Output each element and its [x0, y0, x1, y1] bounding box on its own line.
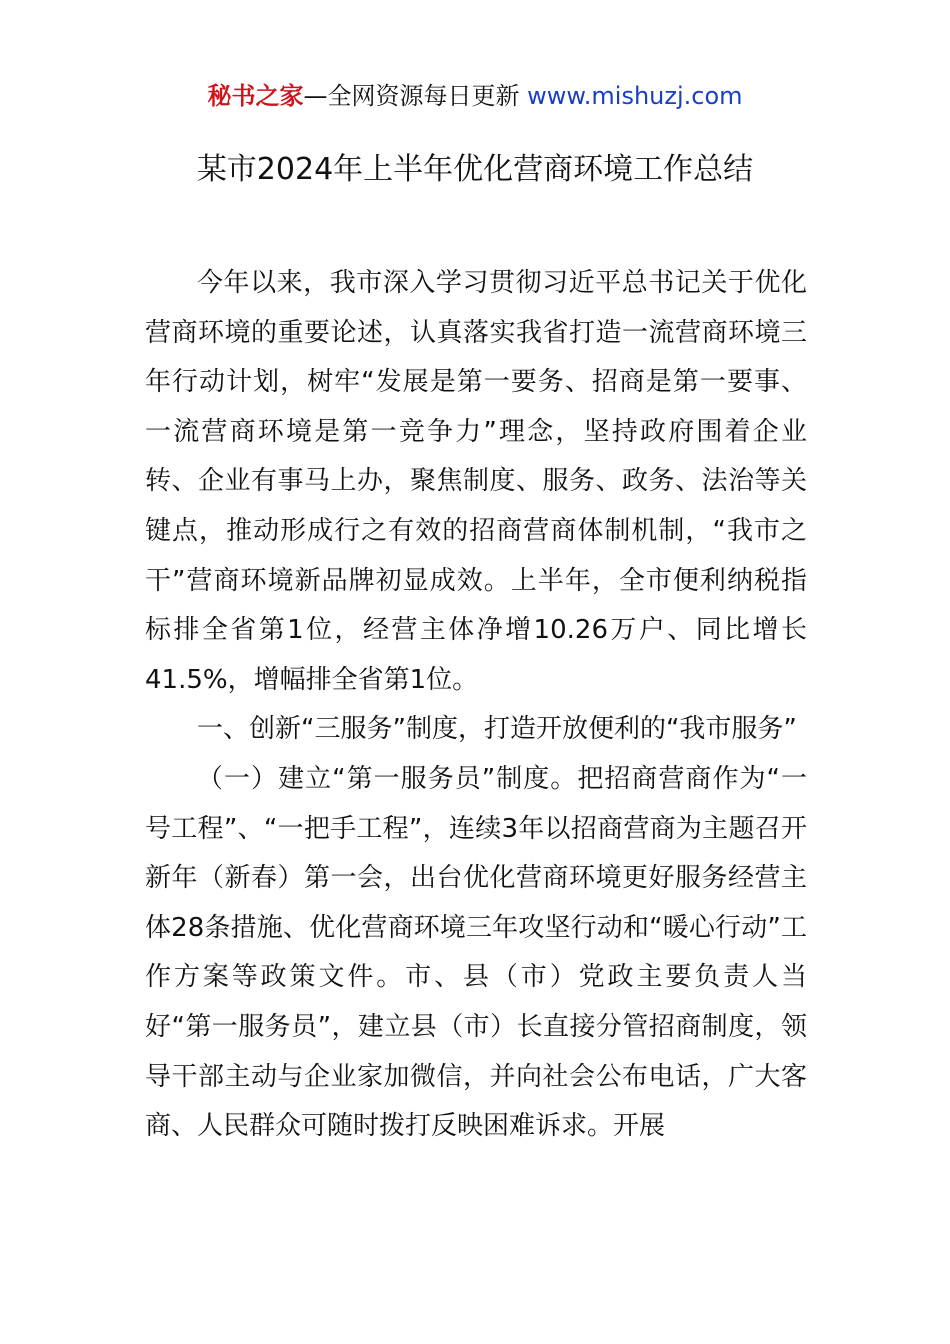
- site-url-link[interactable]: www.mishuzj.com: [527, 82, 743, 110]
- paragraph-intro: 今年以来，我市深入学习贯彻习近平总书记关于优化营商环境的重要论述，认真落实我省打造一流营商环境三年行动计划，树牢“发展是第一要务、招商是第一要事、一流营商环境是第一竞争力”理念，坚持政府围着企业转、企业有事马上办，聚焦制度、服务、政务、法治等关键点，推动形成行之有效的招商营商体制机制，“我市之干”营商环境新品牌初显成效。上半年，全市便利纳税指标排全省第1位，经营主体净增10.26万户、同比增长41.5%，增幅排全省第1位。: [145, 268, 807, 695]
- paragraph-section-heading: 一、创新“三服务”制度，打造开放便利的“我市服务”: [197, 714, 797, 745]
- site-tagline: —全网资源每日更新: [303, 82, 528, 110]
- site-brand: 秘书之家: [207, 82, 304, 110]
- document-title: 某市2024年上半年优化营商环境工作总结: [196, 152, 754, 187]
- document-body: [145, 259, 807, 1152]
- site-header: [0, 80, 950, 112]
- paragraph-subsection-1: （一）建立“第一服务员”制度。把招商营商作为“一号工程”、“一把手工程”，连续3年以招商营商为主题召开新年（新春）第一会，出台优化营商环境更好服务经营主体28条措施、优化营商环境三年攻坚行动和“暖心行动”工作方案等政策文件。市、县（市）党政主要负责人当好“第一服务员”，建立县（市）长直接分管招商制度，领导干部主动与企业家加微信，并向社会公布电话，广大客商、人民群众可随时拨打反映困难诉求。开展: [145, 763, 807, 1142]
